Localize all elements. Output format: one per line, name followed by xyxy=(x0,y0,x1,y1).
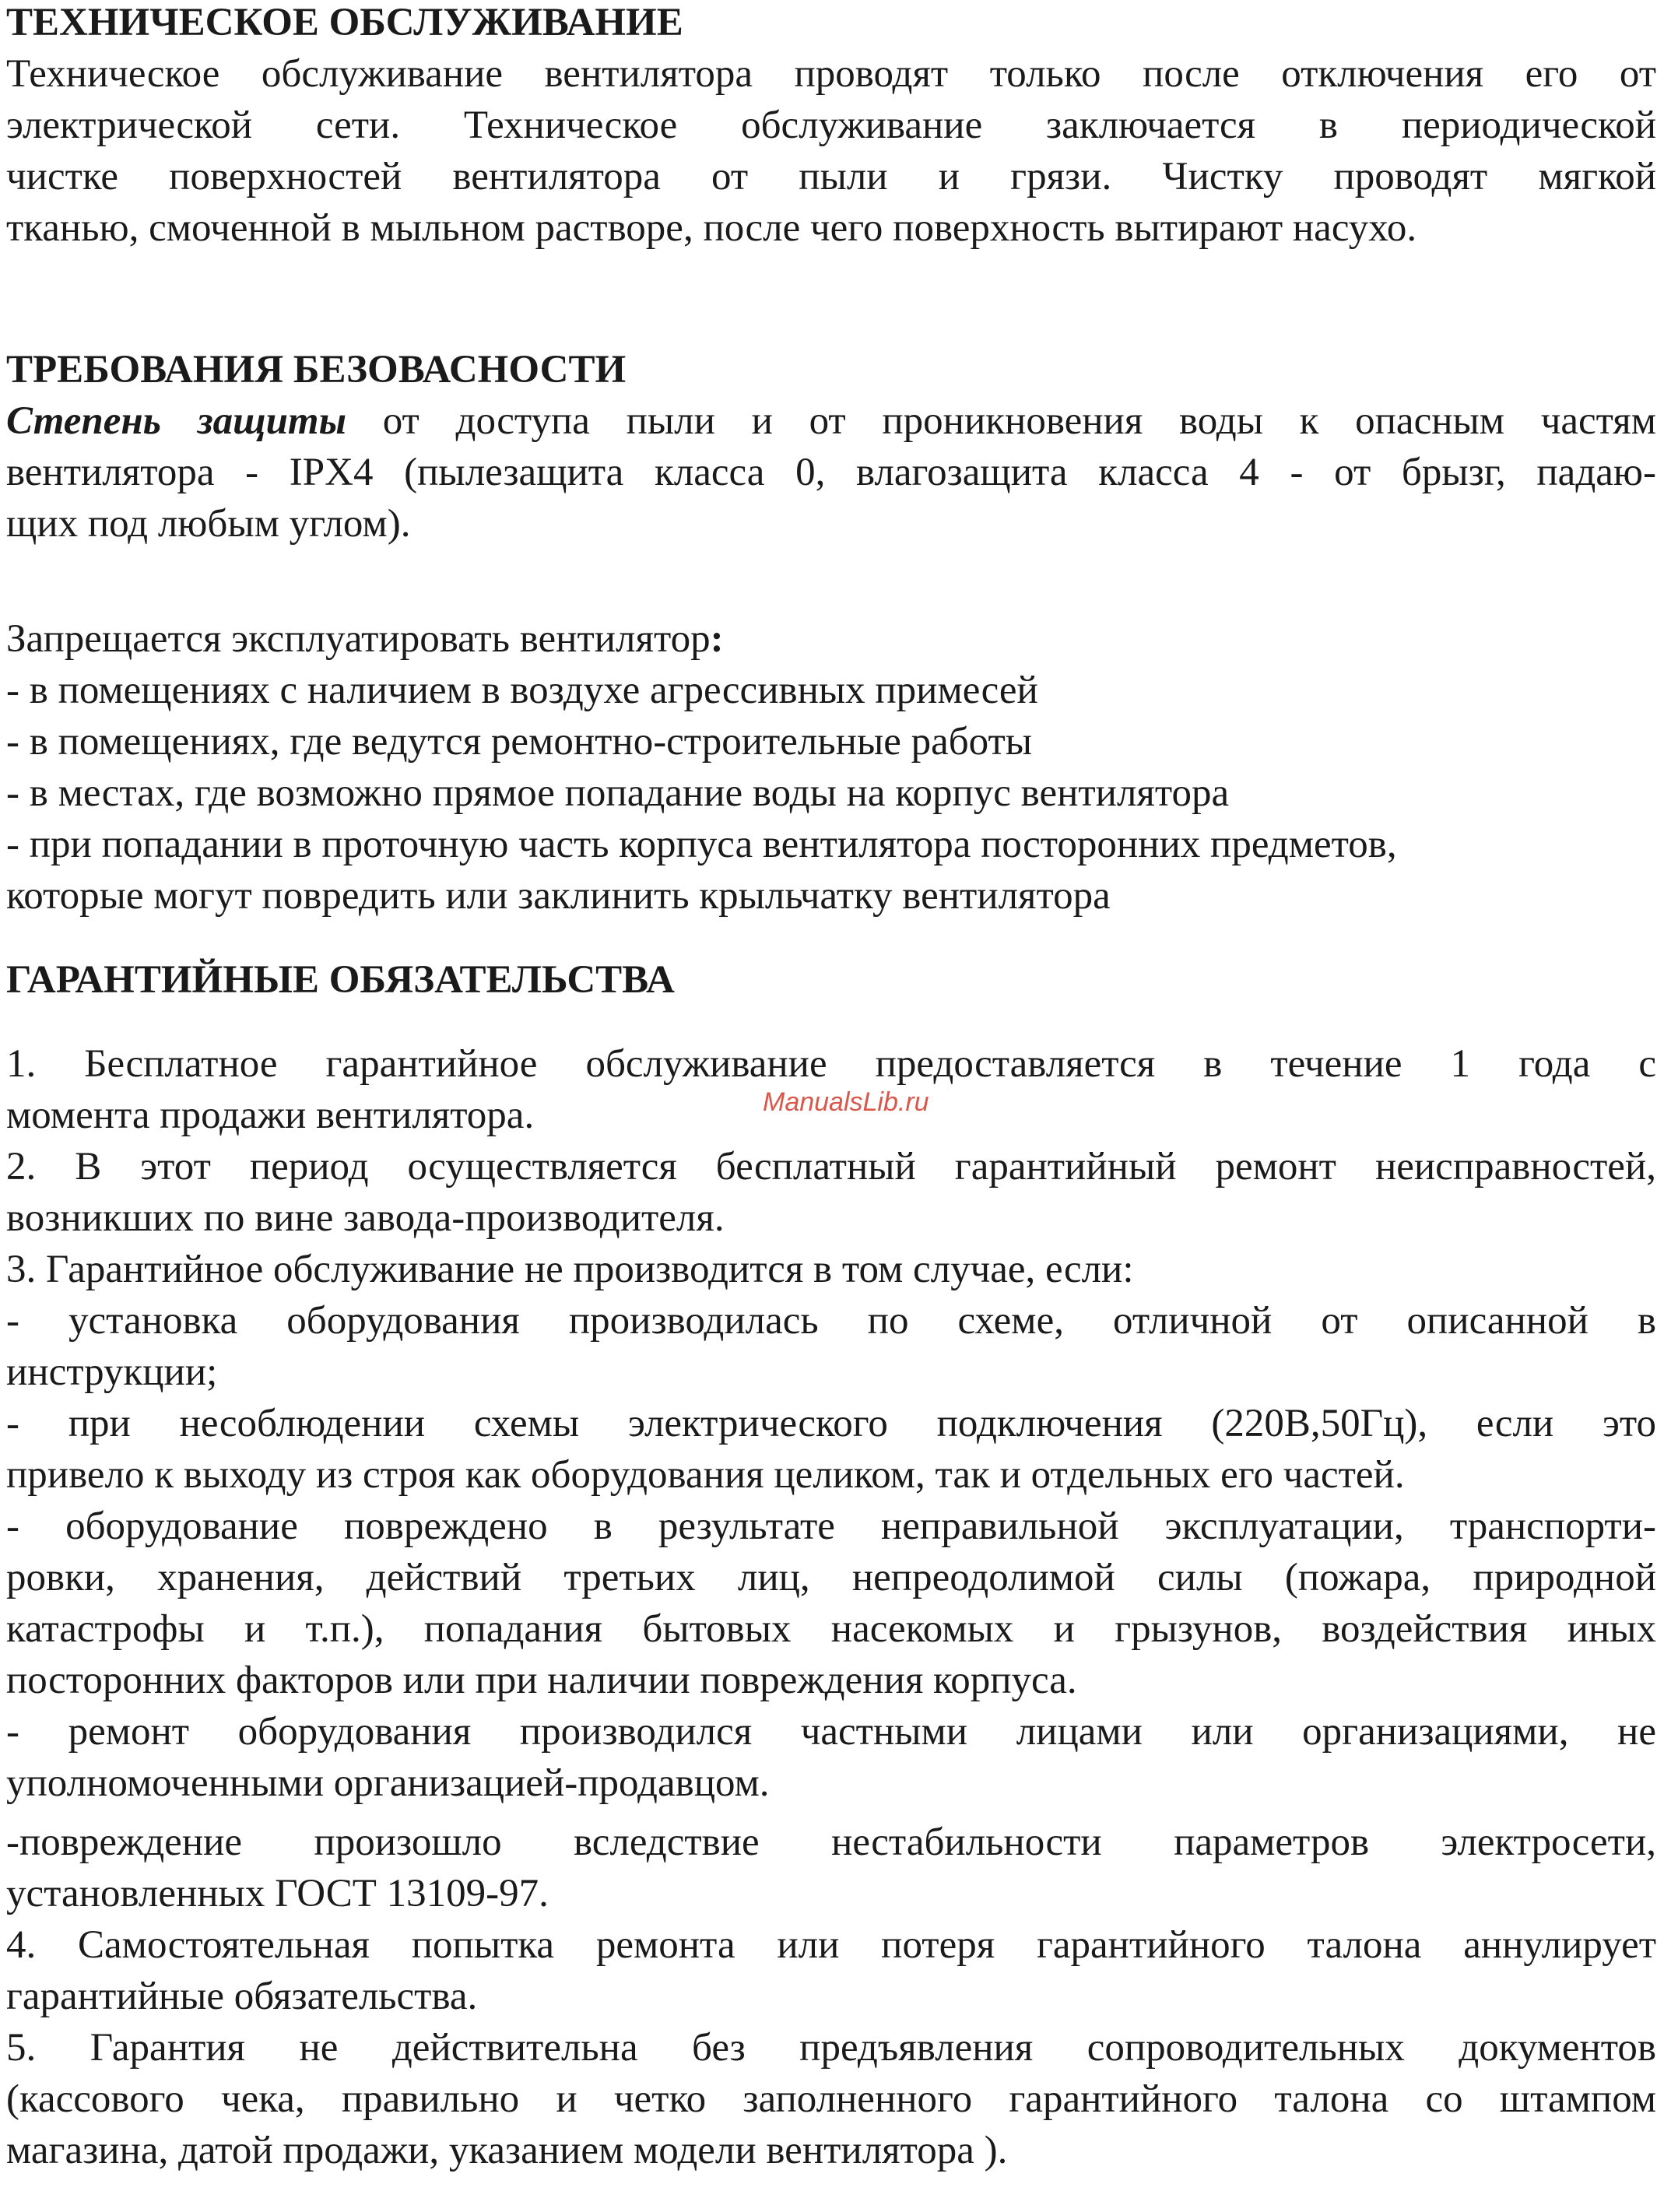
paragraph-line: щих под любым углом). xyxy=(6,502,411,546)
paragraph-line: электрической сети. Техническое обслуживание заключается в периодической xyxy=(6,104,1656,147)
paragraph-line: 2. В этот период осуществляется бесплатный гарантийный ремонт неисправностей, xyxy=(6,1145,1656,1189)
section-title-maintenance: ТЕХНИЧЕСКОЕ ОБСЛУЖИВАНИЕ xyxy=(6,1,683,44)
paragraph-line: ровки, хранения, действий третьих лиц, непреодолимой силы (пожара, природной xyxy=(6,1556,1656,1599)
section-title-safety: ТРЕБОВАНИЯ БЕЗОВАСНОСТИ xyxy=(6,348,627,391)
list-item: - в местах, где возможно прямое попадание воды на корпус вентилятора xyxy=(6,771,1230,815)
protection-label: Степень защиты xyxy=(6,399,346,443)
protection-line xyxy=(6,395,1656,447)
list-item: - при попадании в проточную часть корпуса вентилятора посторонних предметов, xyxy=(6,823,1397,866)
paragraph-line: 4. Самостоятельная попытка ремонта или потеря гарантийного талона аннулирует xyxy=(6,1923,1656,1967)
paragraph-line: катастрофы и т.п.), попадания бытовых насекомых и грызунов, воздействия иных xyxy=(6,1607,1656,1651)
paragraph-line: (кассового чека, правильно и четко заполненного гарантийного талона со штампом xyxy=(6,2077,1656,2121)
paragraph-line: - при несоблюдении схемы электрического подключения (220В,50Гц), если это xyxy=(6,1402,1656,1445)
paragraph-line: магазина, датой продажи, указанием модели вентилятора ). xyxy=(6,2129,1008,2172)
paragraph-line: уполномоченными организацией-продавцом. xyxy=(6,1761,770,1805)
prohibited-intro xyxy=(6,613,1656,665)
paragraph-line: гарантийные обязательства. xyxy=(6,1975,478,2018)
paragraph-line: - установка оборудования производилась по схеме, отличной от описанной в xyxy=(6,1299,1656,1343)
section-maintenance xyxy=(6,0,1656,254)
paragraph-line: момента продажи вентилятора. xyxy=(6,1094,535,1137)
paragraph-line: 3. Гарантийное обслуживание не производится в том случае, если: xyxy=(6,1248,1134,1291)
list-item: - в помещениях, где ведутся ремонтно-строительные работы xyxy=(6,720,1033,764)
section-warranty xyxy=(6,957,1656,2176)
section-safety xyxy=(6,347,1656,922)
protection-text: от доступа пыли и от проникновения воды к опасным частям xyxy=(346,399,1657,443)
paragraph-line: 5. Гарантия не действительна без предъявления сопроводительных документов xyxy=(6,2026,1656,2070)
paragraph-line: чистке поверхностей вентилятора от пыли и грязи. Чистку проводят мягкой xyxy=(6,155,1656,198)
paragraph-line: 1. Бесплатное гарантийное обслуживание предоставляется в течение 1 года с xyxy=(6,1042,1656,1086)
paragraph-line: привело к выходу из строя как оборудования целиком, так и отдельных его частей. xyxy=(6,1453,1405,1497)
paragraph-line: - оборудование повреждено в результате неправильной эксплуатации, транспорти- xyxy=(6,1505,1656,1548)
prohibited-intro-text: Запрещается эксплуатировать вентилятор xyxy=(6,617,711,661)
watermark: ManualsLib.ru xyxy=(763,1087,929,1117)
list-item: которые могут повредить или заклинить крыльчатку вентилятора xyxy=(6,874,1111,918)
paragraph-line: инструкции; xyxy=(6,1350,218,1394)
paragraph-line: установленных ГОСТ 13109-97. xyxy=(6,1872,549,1915)
paragraph-line: тканью, смоченной в мыльном растворе, после чего поверхность вытирают насухо. xyxy=(6,206,1417,250)
paragraph-line: -повреждение произошло вследствие нестабильности параметров электросети, xyxy=(6,1821,1656,1864)
paragraph-line: Техническое обслуживание вентилятора проводят только после отключения его от xyxy=(6,52,1656,96)
paragraph-line: вентилятора - IPX4 (пылезащита класса 0, влагозащита класса 4 - от брызг, падаю- xyxy=(6,451,1656,494)
prohibited-colon: : xyxy=(710,617,724,661)
list-item: - в помещениях с наличием в воздухе агрессивных примесей xyxy=(6,669,1038,712)
paragraph-line: - ремонт оборудования производился частными лицами или организациями, не xyxy=(6,1710,1656,1754)
paragraph-line: посторонних факторов или при наличии повреждения корпуса. xyxy=(6,1659,1077,1702)
section-title-warranty: ГАРАНТИЙНЫЕ ОБЯЗАТЕЛЬСТВА xyxy=(6,958,675,1002)
paragraph-line: возникших по вине завода-производителя. xyxy=(6,1196,725,1240)
